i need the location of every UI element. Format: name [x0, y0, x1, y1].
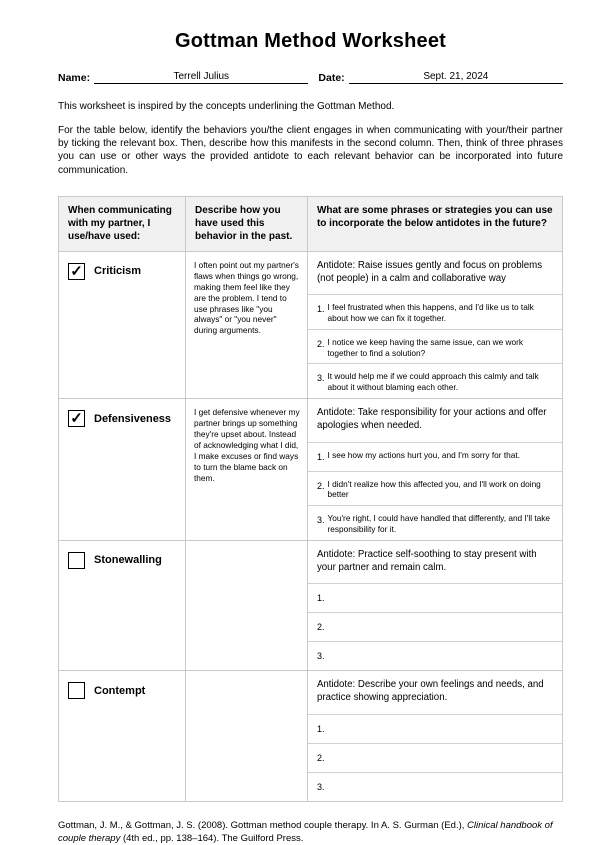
phrase-field-1[interactable] — [308, 294, 562, 329]
name-field[interactable] — [94, 71, 308, 84]
phrase-field-2[interactable] — [308, 612, 562, 641]
phrase-field-3[interactable] — [308, 641, 562, 670]
antidote-text: Antidote: Take responsibility for your actions and offer apologies when needed. — [316, 407, 547, 431]
phrase-number: 3. — [316, 781, 325, 792]
date-value: Sept. 21, 2024 — [423, 71, 489, 82]
table-row-contempt — [59, 671, 563, 802]
behavior-label: Stonewalling — [94, 554, 162, 567]
phrase-field-1[interactable] — [308, 442, 562, 471]
page-title: Gottman Method Worksheet — [174, 30, 447, 52]
behavior-cell — [59, 399, 186, 541]
name-date-row — [58, 71, 563, 84]
instructions-paragraph: For the table below, identify the behaviors you/the client engages in when communicating with your/their partner by ticking the relevant box. Then, describe how this manifests in the second column. Then, think of three phrases you can use or other ways the provided antidote to each relevant behavior can be incorporated into future communication. — [58, 125, 563, 176]
criticism-checkbox[interactable]: ✓ — [68, 263, 85, 280]
antidote-cell — [307, 671, 562, 802]
table-row-stonewalling — [59, 540, 563, 671]
phrase-text: I see how my actions hurt you, and I'm sorry for that. — [327, 449, 520, 460]
phrase-number: 2. — [316, 338, 325, 349]
table-row-defensiveness — [59, 399, 563, 541]
behavior-label: Contempt — [94, 684, 146, 697]
phrase-number: 2. — [316, 622, 325, 633]
phrase-text: I feel frustrated when this happens, and I'd like us to talk about how we can fix it together. — [327, 302, 534, 324]
stonewalling-checkbox[interactable] — [68, 552, 85, 569]
table-header-row — [59, 196, 563, 251]
phrase-text: I didn't realize how this affected you, and I'll work on doing better — [327, 478, 541, 500]
behavior-label: Defensiveness — [94, 412, 172, 425]
date-label: Date: — [318, 72, 345, 84]
worksheet-table — [58, 196, 563, 802]
behavior-label: Criticism — [94, 265, 142, 278]
phrase-number: 3. — [316, 651, 325, 662]
antidote-text: Antidote: Raise issues gently and focus on problems (not people) in a calm and collaborative way — [316, 259, 543, 284]
phrase-number: 1. — [316, 304, 325, 315]
phrase-field-2[interactable] — [308, 471, 562, 506]
intro-sentence: This worksheet is inspired by the concepts underlining the Gottman Method. — [58, 101, 395, 112]
antidote-cell — [307, 251, 562, 398]
phrase-number: 1. — [316, 451, 325, 462]
phrase-field-3[interactable] — [308, 363, 562, 398]
phrase-field-1[interactable] — [308, 583, 562, 612]
behavior-cell — [59, 671, 186, 802]
phrase-number: 2. — [316, 480, 325, 491]
phrase-field-2[interactable] — [308, 329, 562, 364]
phrase-field-3[interactable] — [308, 772, 562, 801]
date-field[interactable] — [349, 71, 563, 84]
description-field[interactable]: I get defensive whenever my partner brings up something they're upset about. Instead of acknowledging what I did, I make excuses or find ways to turn the blame back on them. — [186, 399, 308, 541]
phrase-number: 1. — [316, 723, 325, 734]
header-phrases: What are some phrases or strategies you can use to incorporate the below antidotes in the future? — [307, 196, 562, 251]
phrase-number: 2. — [316, 752, 325, 763]
citation-part1: Gottman, J. M., & Gottman, J. S. (2008). Gottman method couple therapy. In A. S. Gurman (Ed.), — [58, 819, 468, 831]
phrase-number: 3. — [316, 515, 325, 526]
antidote-text: Antidote: Practice self-soothing to stay present with your partner and remain calm. — [316, 548, 537, 573]
phrase-text: I notice we keep having the same issue, can we work together to find a solution? — [327, 336, 524, 358]
contempt-checkbox[interactable] — [68, 682, 85, 699]
header-describe: Describe how you have used this behavior in the past. — [186, 196, 308, 251]
phrase-number: 3. — [316, 373, 325, 384]
behavior-cell — [59, 251, 186, 398]
reference-citation — [58, 819, 563, 845]
description-field[interactable]: I often point out my partner's flaws when things go wrong, making them feel like they are the problem. I tend to use phrases like "you always" or "you never" during arguments. — [186, 251, 308, 398]
description-field[interactable] — [186, 671, 308, 802]
phrase-number: 1. — [316, 593, 325, 604]
phrase-text: You're right, I could have handled that differently, and I'll take responsibility for it. — [327, 513, 551, 534]
description-field[interactable] — [186, 540, 308, 671]
antidote-cell — [307, 399, 562, 541]
name-label: Name: — [58, 72, 91, 84]
defensiveness-checkbox[interactable]: ✓ — [68, 410, 85, 427]
behavior-cell — [59, 540, 186, 671]
phrase-field-3[interactable] — [308, 505, 562, 540]
phrase-field-2[interactable] — [308, 743, 562, 772]
table-row-criticism — [59, 251, 563, 398]
phrase-field-1[interactable] — [308, 714, 562, 743]
antidote-cell — [307, 540, 562, 671]
citation-book-title: Clinical handbook of couple therapy — [58, 819, 553, 845]
header-behaviors: When communicating with my partner, I use/have used: — [59, 196, 186, 251]
citation-part2: (4th ed., pp. 138–164). The Guilford Press. — [120, 833, 304, 845]
name-value: Terrell Julius — [173, 71, 230, 82]
antidote-text: Antidote: Describe your own feelings and needs, and practice showing appreciation. — [316, 679, 544, 704]
phrase-text: It would help me if we could approach this calmly and talk about it without blaming each other. — [327, 371, 539, 393]
